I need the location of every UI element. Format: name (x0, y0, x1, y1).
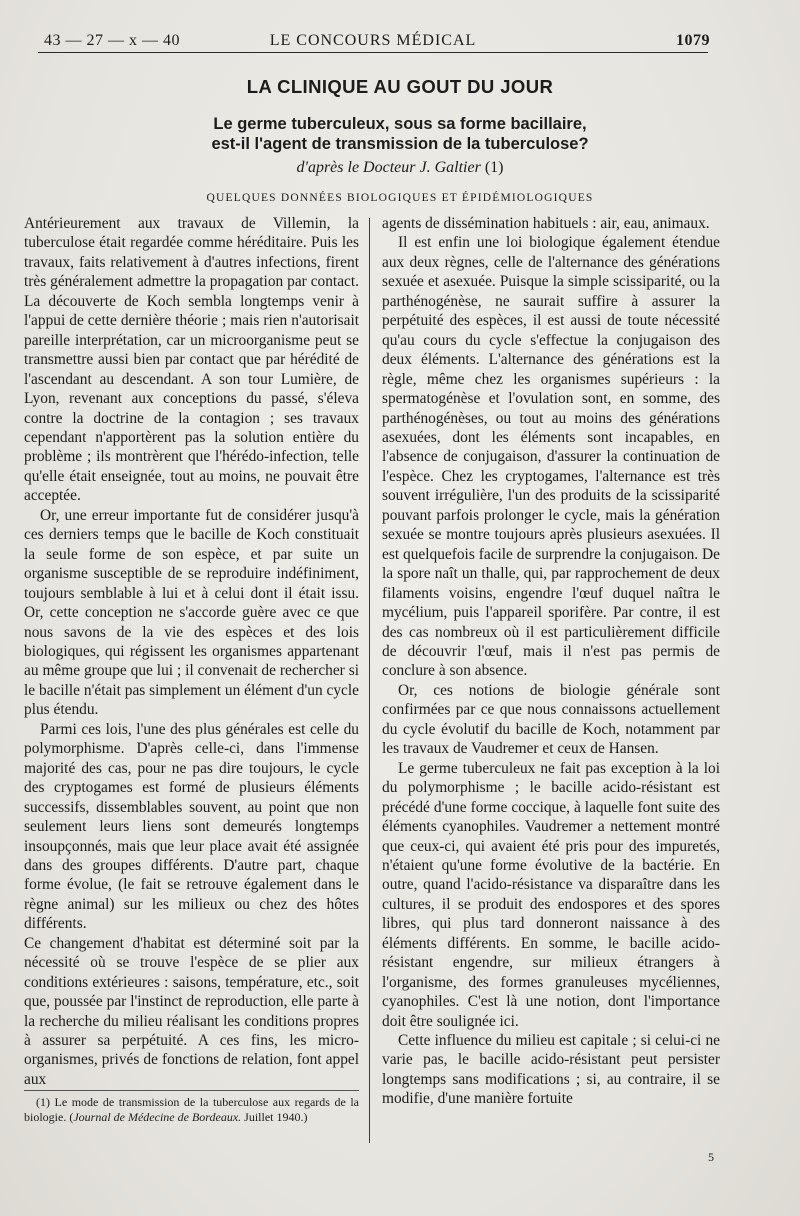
section-title: LA CLINIQUE AU GOUT DU JOUR (246, 76, 554, 97)
paragraph: Le germe tuberculeux ne fait pas exception à la loi du polymorphisme ; le bacille acido-résistant est précédé d'une forme coccique, à laquelle font suite des éléments cyanophiles. Vaudremer a nettement montré que ceux-ci, qui avaient été pris pour des impuretés, n'étaient qu'une forme évolutive de la bactérie. En outre, quand l'acido-résistance va disparaître dans les cultures, il se produit des endospores et des spores libres, qui plus tard donneront naissance à des éléments différents. En somme, le bacille acido-résistant engendre, sur milieux étrangers à l'organisme, des formes granuleuses mycéliennes, cyanophiles. C'est là une notion, dont l'importance doit être soulignée ici. (382, 759, 720, 1030)
footnote-reference: (1) (484, 159, 504, 176)
byline (0, 159, 800, 177)
paragraph: Or, ces notions de biologie générale sont confirmées par ce que nous connaissons actuellement du cycle évolutif du bacille de Koch, notamment par les travaux de Vaudremer et ceux de Hansen. (382, 681, 720, 758)
right-column (382, 214, 720, 1109)
byline-author: d'après le Docteur J. Galtier (296, 159, 481, 176)
footnote-date: Juillet 1940.) (241, 1110, 308, 1124)
footnote-mark: (1) (36, 1095, 50, 1109)
paragraph: Parmi ces lois, l'une des plus générales est celle du polymorphisme. D'après celle-ci, dans l'immense majorité des cas, pour ne pas dire toujours, le cycle des cryptogames est formé de plusieurs éléments successifs, dissemblables souvent, au point que non seulement leurs liens sont demeurés longtemps insoupçonnés, mais que leur place avait été assignée dans des groupes différents. D'autre part, chaque forme évolue, (le fait se retrouve également dans le règne animal) sur les milieux ou chez des hôtes différents. (24, 720, 359, 933)
paragraph: agents de dissémination habituels : air, eau, animaux. (382, 215, 710, 232)
running-head (38, 30, 708, 53)
article-title-line-1: Le germe tuberculeux, sous sa forme bacillaire, (213, 115, 587, 133)
paragraph: Cette influence du milieu est capitale ; si celui-ci ne varie pas, le bacille acido-résistant peut persister longtemps sans modifications ; si, au contraire, il se modifie, d'une manière fortuite (382, 1032, 720, 1108)
article-title-line-2: est-il l'agent de transmission de la tuberculose? (211, 135, 589, 153)
page-number: 1079 (676, 32, 710, 49)
footnote-journal: Journal de Médecine de Bordeaux. (73, 1110, 242, 1124)
footnote (24, 1095, 359, 1125)
paragraph: Or, une erreur importante fut de considérer jusqu'à ces derniers temps que le bacille de Koch constituait la seule forme de son espèce, et par suite un organisme susceptible de se reproduire indéfiniment, toujours semblable à lui et à celui dont il était issu. Or, cette conception ne s'accorde guère avec ce que nous savons de la vie des espèces et des lois biologiques, qui régissent les organismes appartenant au même groupe que lui ; il convenait de rechercher si le bacille n'était pas simplement un élément d'un cycle plus étendu. (24, 506, 359, 719)
paragraph: Il est enfin une loi biologique également étendue aux deux règnes, celle de l'alternance des générations sexuée et asexuée. Puisque la simple scissiparité, ou la parthénogénèse, ne saurait suffire à assurer la perpétuité des espèces, il est aussi de toute nécessité qu'au cours du cycle s'effectue la conjugaison des deux éléments. L'alternance des générations est la règle, même chez les organismes supérieurs : la spermatogénèse et l'ovulation sont, en somme, des parthénogénèses, ou tout au moins des générations asexuées, dont les éléments sont incapables, en l'absence de conjugaison, d'assurer la continuation de l'espèce. Chez les cryptogames, l'alternance est très souvent irrégulière, l'un des produits de la scissiparité pouvant parfois prolonger le cycle, mais la génération sexuée se montre toujours après plusieurs asexuées. Il est quelquefois facile de surprendre la conjugaison. De la spore naît un thalle, qui, par rapprochement de deux filaments voisins, engendre l'œuf duquel naîtra le mycélium, puis l'appareil sporifère. Par contre, il est des cas nombreux où il est particulièrement difficile de découvrir l'œuf, mais il n'est pas permis de conclure à son absence. (382, 234, 720, 680)
journal-name: LE CONCOURS MÉDICAL (269, 32, 477, 49)
article-title (120, 114, 680, 154)
footnote-divider (24, 1090, 359, 1091)
folio: 5 (708, 1150, 714, 1164)
left-column (24, 214, 359, 1089)
subheading: QUELQUES DONNÉES BIOLOGIQUES ET ÉPIDÉMIOLOGIQUES (206, 192, 594, 204)
footnote-text: Le mode de transmission de la tuberculose aux regards de la biologie. ( (24, 1095, 359, 1124)
issue-date: 43 — 27 — x — 40 (44, 32, 180, 49)
column-divider (369, 218, 370, 1143)
paragraph: Ce changement d'habitat est déterminé soit par la nécessité où se trouve l'espèce de se plier aux conditions extérieures : saisons, température, etc., soit que, poussée par l'instinct de reproduction, elle parte à la recherche du milieu réalisant les conditions propres à assurer sa perpétuité. A ces fins, les micro-organismes, privés de fonctions de relation, font appel aux (24, 934, 359, 1088)
paragraph: Antérieurement aux travaux de Villemin, la tuberculose était regardée comme héréditaire. Puis les travaux, faits relativement à d'autres infections, firent très généralement admettre la propagation par contact. La découverte de Koch sembla longtemps venir à l'appui de cette dernière théorie ; mais rien n'autorisait pareille interprétation, car un microorganisme peut se transmettre aussi bien par contact que par hérédité de l'ascendant au descendant. A son tour Lumière, de Lyon, revenant aux conceptions du passé, s'éleva contre la doctrine de la contagion ; ses travaux cependant n'apportèrent pas la solution entière du problème ; ils montrèrent que l'hérédo-infection, telle qu'elle était enseignée, tout au moins, ne pouvait être acceptée. (24, 215, 359, 505)
